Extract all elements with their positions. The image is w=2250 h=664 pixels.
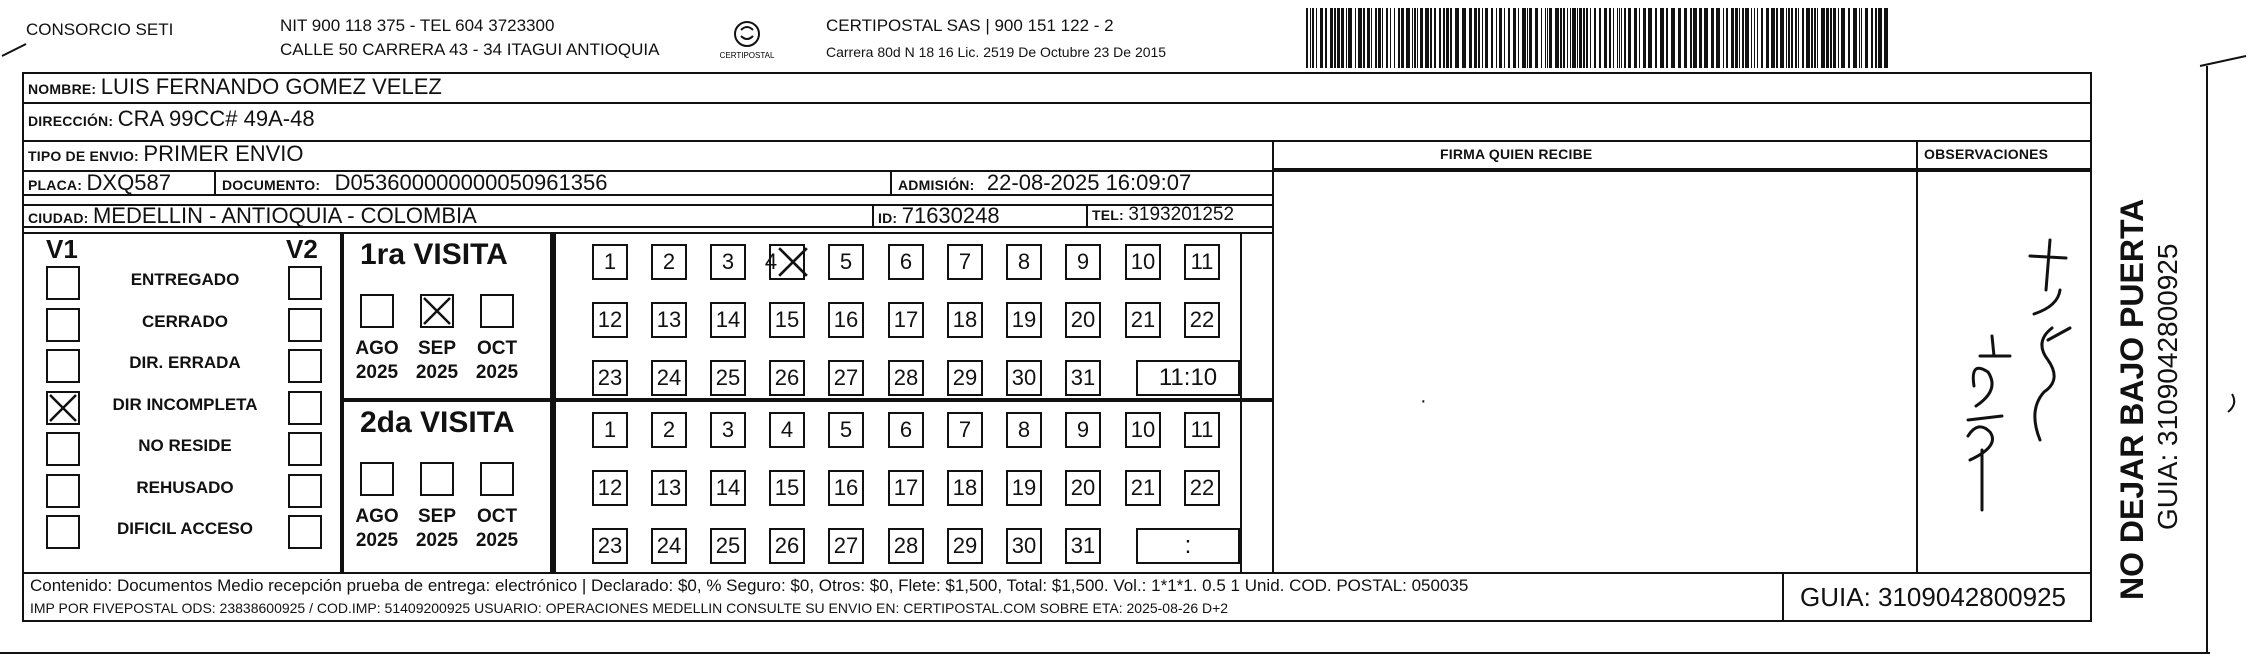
visit-day-label: 13 (656, 307, 682, 332)
placa-value: DXQ587 (86, 170, 171, 195)
visit-day-box[interactable] (769, 302, 805, 338)
status-label: REHUSADO (136, 477, 234, 497)
footer-content-line: Contenido: Documentos Medio recepción prueba de entrega: electrónico | Declarado: $0, % Seguro: $0, Otros: $0, Flete: $1,500, Total: $1,500. Vol.: 1*1*1. 0.5 1 Unid. COD. POSTAL: 050035 (30, 576, 1469, 595)
visit-day-box[interactable] (710, 528, 746, 564)
direccion-value: CRA 99CC# 49A-48 (117, 106, 315, 131)
observation-handwriting (1930, 210, 2080, 530)
visit-day-box[interactable] (769, 528, 805, 564)
visit-day-label: 2 (662, 417, 676, 442)
visit-day-box[interactable] (769, 470, 805, 506)
visit-day-label: 24 (656, 533, 682, 558)
visit-day-box[interactable] (947, 470, 983, 506)
visit-month-year: 2025 (475, 530, 519, 551)
placa-field (28, 170, 171, 196)
visit-day-label: 23 (597, 365, 623, 390)
visit-day-label: 10 (1130, 417, 1156, 442)
visit-day-box[interactable] (592, 470, 628, 506)
visit-month-year: 2025 (415, 362, 459, 383)
visit-day-label: 20 (1070, 475, 1096, 500)
visit-day-box[interactable] (828, 412, 864, 448)
tipo-envio-label: TIPO DE ENVIO: (28, 148, 139, 164)
ciudad-value: MEDELLIN - ANTIOQUIA - COLOMBIA (92, 203, 477, 228)
barcode (1306, 8, 1890, 68)
visit-day-box[interactable] (1184, 302, 1220, 338)
visit-day-label: 30 (1011, 365, 1037, 390)
firma-header: FIRMA QUIEN RECIBE (1440, 146, 1593, 162)
tipo-envio-value: PRIMER ENVIO (143, 141, 304, 166)
visit-day-label: 16 (833, 475, 859, 500)
visit-day-box[interactable] (651, 470, 687, 506)
visit-day-label: 12 (597, 475, 623, 500)
status-label: DIR INCOMPLETA (112, 394, 258, 414)
visit-month-year: 2025 (355, 362, 399, 383)
visit-month-name: AGO (355, 506, 399, 527)
visit-day-label: 28 (893, 533, 919, 558)
visit-day-box[interactable] (1006, 244, 1042, 280)
visit-day-box[interactable] (828, 528, 864, 564)
visit-month-year: 2025 (475, 362, 519, 383)
direccion-label: DIRECCIÓN: (28, 113, 114, 129)
admision-field (898, 170, 1191, 196)
visit-time-value: 11:10 (1158, 364, 1218, 391)
visit-day-label: 22 (1189, 307, 1215, 332)
id-field (878, 203, 1000, 229)
tel-value: 3193201252 (1128, 204, 1235, 225)
visit-day-label: 3 (721, 417, 735, 442)
company-name: CONSORCIO SETI (26, 20, 174, 39)
visit-day-label: 3 (721, 249, 735, 274)
visit-day-label: 13 (656, 475, 682, 500)
visit-day-box[interactable] (651, 302, 687, 338)
visit-day-box[interactable] (1006, 470, 1042, 506)
x-mark-icon (422, 296, 452, 326)
visit-day-label: 15 (774, 475, 800, 500)
visit-day-label: 29 (952, 365, 978, 390)
visit-day-label: 1 (603, 417, 617, 442)
v1-header: V1 (46, 234, 78, 264)
visit-month-year: 2025 (415, 530, 459, 551)
visit-day-box[interactable] (1125, 412, 1161, 448)
nombre-label: NOMBRE: (28, 81, 97, 97)
visit-day-label: 19 (1011, 307, 1037, 332)
visit-day-label: 6 (899, 249, 913, 274)
visit-month-name: OCT (476, 506, 518, 527)
visit-day-box[interactable] (651, 528, 687, 564)
visit-day-label: 19 (1011, 475, 1037, 500)
visit-day-box[interactable] (1006, 528, 1042, 564)
visit-day-box[interactable] (1065, 302, 1101, 338)
visit-day-label: 22 (1189, 475, 1215, 500)
visit-month-checkbox[interactable] (420, 294, 454, 328)
visit-day-label: 4 (780, 417, 794, 442)
visit-day-label: 8 (1017, 249, 1031, 274)
visit-day-box[interactable] (710, 412, 746, 448)
tel-label: TEL: (1092, 207, 1124, 223)
visit-day-box[interactable] (1006, 302, 1042, 338)
visit-day-box[interactable] (947, 528, 983, 564)
status-label: NO RESIDE (138, 436, 232, 455)
visit-day-label: 18 (952, 475, 978, 500)
visit-day-box[interactable] (1184, 244, 1220, 280)
carrier-address: Carrera 80d N 18 16 Lic. 2519 De Octubre 23 De 2015 (826, 44, 1167, 60)
x-mark-icon (777, 246, 809, 278)
visit-day-label: 12 (597, 307, 623, 332)
status-label: CERRADO (142, 311, 228, 331)
footer-imp-line: IMP POR FIVEPOSTAL ODS: 23838600925 / COD.IMP: 51409200925 USUARIO: OPERACIONES MEDELLIN CONSULTE SU ENVIO EN: CERTIPOSTAL.COM SOBRE ETA: 2025-08-26 D+2 (30, 600, 1229, 616)
visit-day-label: 26 (774, 533, 800, 558)
visit-day-box[interactable] (592, 302, 628, 338)
visit-day-box[interactable] (1125, 470, 1161, 506)
visit-day-label: 21 (1130, 475, 1156, 500)
side-guia: GUIA: 3109042800925 (2152, 243, 2183, 530)
visit-day-box[interactable] (1065, 528, 1101, 564)
visit-day-box[interactable] (888, 528, 924, 564)
visit-day-label: 27 (833, 365, 859, 390)
visit-day-label: 5 (839, 249, 853, 274)
corner-mark (0, 38, 30, 58)
svg-text:CERTIPOSTAL: CERTIPOSTAL (719, 51, 775, 60)
direccion-field (28, 106, 315, 132)
visit-day-label: 11 (1190, 249, 1214, 274)
visit-day-label: 11 (1190, 417, 1214, 442)
visit-day-box[interactable] (828, 360, 864, 396)
documento-value: D053600000000050961356 (334, 170, 608, 195)
address-line: CALLE 50 CARRERA 43 - 34 ITAGUI ANTIOQUIA (280, 40, 660, 59)
visit-day-box[interactable] (592, 528, 628, 564)
visit-day-label: 25 (715, 533, 741, 558)
visit-day-box[interactable] (828, 302, 864, 338)
visit-day-box[interactable] (888, 470, 924, 506)
visit-day-label: 18 (952, 307, 978, 332)
visit-day-box[interactable] (947, 302, 983, 338)
visit-day-label: 30 (1011, 533, 1037, 558)
visit-month-name: AGO (355, 338, 399, 359)
nombre-value: LUIS FERNANDO GOMEZ VELEZ (100, 74, 442, 99)
visit-time-field[interactable] (1136, 528, 1240, 564)
visit-day-box[interactable] (1065, 412, 1101, 448)
id-value: 71630248 (901, 203, 1000, 228)
visit-day-label: 4 (764, 249, 778, 274)
visit-day-box[interactable] (1065, 244, 1101, 280)
documento-field (222, 170, 607, 196)
visit-day-label: 24 (656, 365, 682, 390)
visit-day-box[interactable] (1006, 360, 1042, 396)
ciudad-field (28, 203, 477, 229)
certipostal-logo (719, 18, 775, 64)
visit-day-label: 14 (715, 307, 741, 332)
visit-day-box[interactable] (888, 360, 924, 396)
status-label: DIR. ERRADA (129, 353, 241, 372)
carrier-line: CERTIPOSTAL SAS | 900 151 122 - 2 (826, 16, 1114, 35)
documento-label: DOCUMENTO: (222, 177, 321, 193)
visit-day-label: 25 (715, 365, 741, 390)
tipo-envio-field (28, 141, 304, 167)
visit-title: 1ra VISITA (360, 238, 508, 271)
v2-header: V2 (286, 234, 318, 264)
visit-day-label: 9 (1076, 249, 1090, 274)
visit-day-box[interactable] (764, 244, 805, 280)
visit-day-box[interactable] (1184, 470, 1220, 506)
visit-day-label: 27 (833, 533, 859, 558)
visit-day-box[interactable] (592, 360, 628, 396)
visit-day-label: 7 (958, 417, 972, 442)
visit-day-box[interactable] (947, 412, 983, 448)
visit-time-field[interactable] (1136, 360, 1240, 396)
visit-day-label: 28 (893, 365, 919, 390)
visit-month-name: SEP (417, 338, 457, 359)
visit-month-name: OCT (476, 338, 518, 359)
ciudad-label: CIUDAD: (28, 210, 89, 226)
visit-day-box[interactable] (1125, 244, 1161, 280)
visit-day-label: 5 (839, 417, 853, 442)
side-warning: NO DEJAR BAJO PUERTA (2114, 198, 2150, 600)
visit-day-label: 23 (597, 533, 623, 558)
visit-day-box[interactable] (828, 470, 864, 506)
visit-day-box[interactable] (592, 244, 628, 280)
visit-month-checkbox[interactable] (360, 294, 394, 328)
visit-day-box[interactable] (1125, 302, 1161, 338)
visit-day-box[interactable] (710, 470, 746, 506)
visit-day-label: 26 (774, 365, 800, 390)
visit-day-label: 20 (1070, 307, 1096, 332)
visit-day-label: 8 (1017, 417, 1031, 442)
admision-value: 22-08-2025 16:09:07 (986, 170, 1192, 195)
visit-day-box[interactable] (888, 302, 924, 338)
visit-time-value: : (1184, 532, 1192, 559)
visit-day-box[interactable] (888, 244, 924, 280)
visit-day-box[interactable] (592, 412, 628, 448)
visit-day-label: 10 (1130, 249, 1156, 274)
visit-day-box[interactable] (710, 244, 746, 280)
visit-month-checkbox[interactable] (480, 462, 514, 496)
id-label: ID: (878, 210, 898, 226)
visit-day-box[interactable] (1065, 470, 1101, 506)
visit-day-box[interactable] (828, 244, 864, 280)
visit-month-checkbox[interactable] (480, 294, 514, 328)
status-label: ENTREGADO (130, 270, 240, 289)
visit-day-label: 21 (1130, 307, 1156, 332)
visit-day-label: 6 (899, 417, 913, 442)
visit-day-box[interactable] (1184, 412, 1220, 448)
placa-label: PLACA: (28, 177, 83, 193)
visit-day-label: 2 (662, 249, 676, 274)
visit-day-box[interactable] (651, 244, 687, 280)
visit-day-box[interactable] (651, 360, 687, 396)
visit-day-box[interactable] (769, 412, 805, 448)
visit-month-name: SEP (417, 506, 457, 527)
visit-day-label: 15 (774, 307, 800, 332)
admision-label: ADMISIÓN: (898, 177, 975, 193)
visit-day-label: 7 (958, 249, 972, 274)
visit-day-label: 14 (715, 475, 741, 500)
nombre-field (28, 74, 442, 100)
visit-day-box[interactable] (1065, 360, 1101, 396)
visit-month-year: 2025 (355, 530, 399, 551)
visit-day-label: 17 (893, 307, 919, 332)
status-label: DIFICIL ACCESO (116, 519, 253, 538)
visit-day-label: 9 (1076, 417, 1090, 442)
visit-day-label: 1 (603, 249, 617, 274)
visit-day-box[interactable] (947, 244, 983, 280)
footer-guia: GUIA: 3109042800925 (1800, 582, 2066, 612)
visit-day-box[interactable] (769, 360, 805, 396)
visit-day-label: 31 (1070, 533, 1096, 558)
observaciones-header: OBSERVACIONES (1924, 146, 2049, 162)
visit-day-box[interactable] (888, 412, 924, 448)
visit-day-label: 31 (1070, 365, 1096, 390)
visit-day-box[interactable] (710, 302, 746, 338)
visit-day-box[interactable] (1006, 412, 1042, 448)
tel-field (1092, 204, 1234, 226)
signature-dot: · (1420, 390, 1427, 412)
visit-title: 2da VISITA (360, 406, 515, 439)
visit-day-label: 17 (893, 475, 919, 500)
visit-day-box[interactable] (651, 412, 687, 448)
visit-day-box[interactable] (710, 360, 746, 396)
visit-day-box[interactable] (947, 360, 983, 396)
visit-month-checkbox[interactable] (420, 462, 454, 496)
nit-line: NIT 900 118 375 - TEL 604 3723300 (280, 16, 555, 35)
visit-day-label: 29 (952, 533, 978, 558)
visit-month-checkbox[interactable] (360, 462, 394, 496)
visit-day-label: 16 (833, 307, 859, 332)
